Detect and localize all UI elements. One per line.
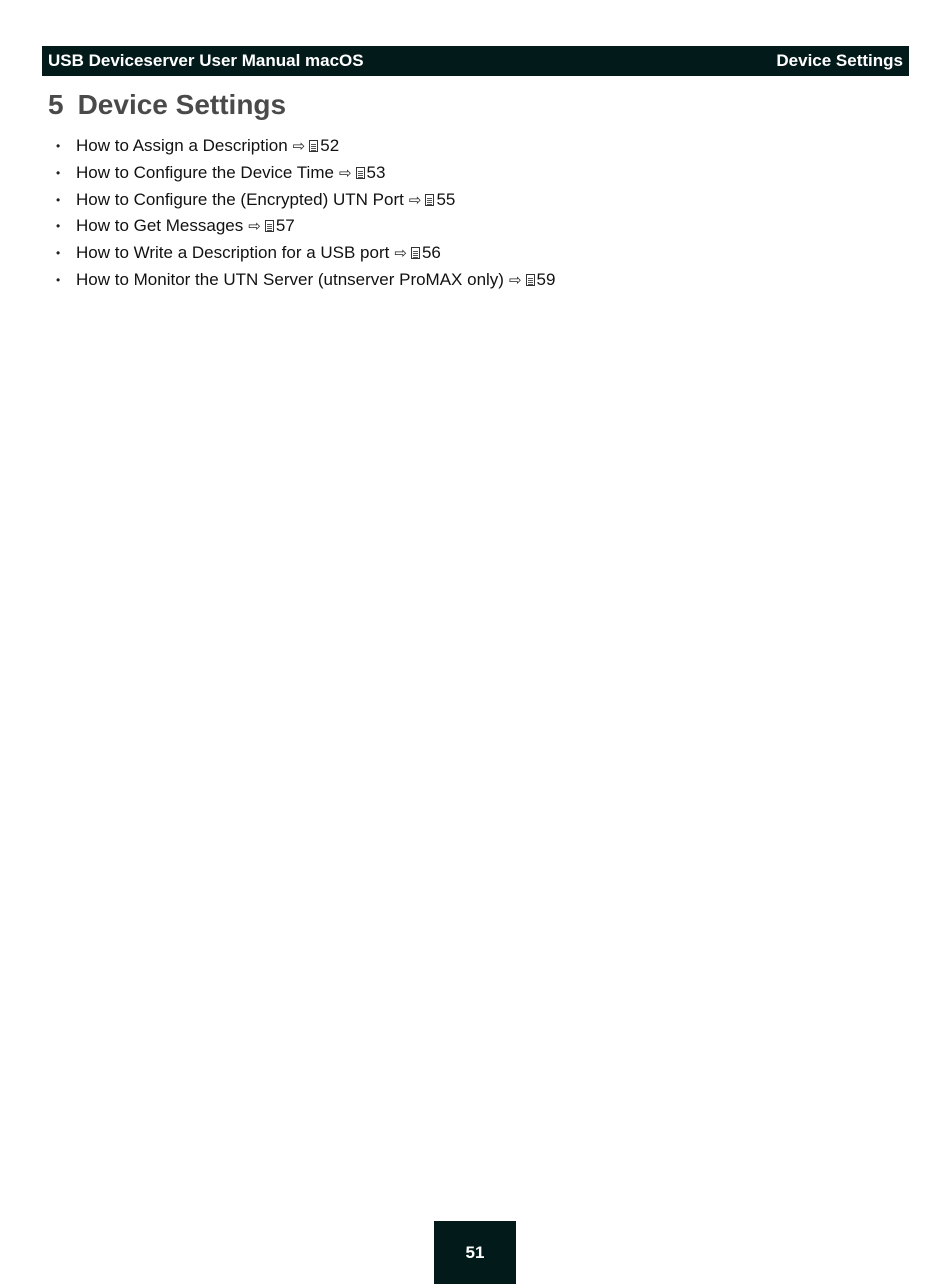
toc-page-ref[interactable]: 57 — [275, 216, 295, 236]
document-icon — [265, 220, 274, 232]
bullet-icon: • — [56, 139, 61, 153]
chapter-heading — [48, 86, 286, 124]
arrow-right-outline-icon: ⇨ — [394, 245, 407, 263]
running-header — [42, 46, 909, 76]
toc-page-ref[interactable]: 52 — [320, 136, 340, 155]
toc-item-label[interactable]: How to Get Messages — [76, 216, 244, 236]
toc-item-label[interactable]: How to Write a Description for a USB port — [76, 243, 390, 263]
toc-item-label[interactable]: How to Monitor the UTN Server (utnserver ProMAX only) — [76, 269, 504, 289]
page-number-label: 51 — [465, 1242, 485, 1262]
toc-item-configure-utn-port[interactable] — [48, 187, 555, 214]
toc-page-ref[interactable]: 56 — [421, 243, 441, 263]
toc-item-label[interactable]: How to Assign a Description — [76, 136, 288, 155]
bullet-icon: • — [56, 246, 61, 261]
toc-page-ref[interactable]: 55 — [436, 189, 456, 209]
toc-item-write-usb-port-description[interactable] — [48, 240, 555, 267]
document-icon — [526, 274, 535, 286]
manual-title: USB Deviceserver User Manual macOS — [48, 51, 364, 70]
toc-page-ref[interactable]: 59 — [536, 269, 556, 289]
arrow-right-outline-icon: ⇨ — [292, 138, 306, 155]
document-icon — [411, 247, 420, 259]
arrow-right-outline-icon: ⇨ — [248, 218, 261, 236]
toc-item-label[interactable]: How to Configure the (Encrypted) UTN Port — [76, 189, 404, 209]
toc-item-assign-description[interactable] — [48, 133, 555, 160]
document-icon — [309, 140, 318, 152]
toc-item-monitor-utn-server[interactable] — [48, 267, 555, 294]
arrow-right-outline-icon: ⇨ — [508, 271, 522, 289]
document-icon — [425, 194, 434, 206]
arrow-right-outline-icon: ⇨ — [408, 191, 422, 209]
toc-item-label[interactable]: How to Configure the Device Time — [76, 162, 334, 182]
toc-page-ref[interactable]: 53 — [366, 162, 386, 182]
toc-item-configure-device-time[interactable] — [48, 160, 555, 187]
chapter-number: 5 — [48, 89, 64, 120]
page-number — [434, 1221, 516, 1284]
section-title: Device Settings — [776, 51, 903, 70]
bullet-icon: • — [56, 272, 61, 287]
chapter-toc-list — [48, 133, 555, 294]
document-icon — [356, 167, 365, 179]
chapter-title: Device Settings — [77, 89, 287, 120]
bullet-icon: • — [56, 219, 61, 234]
toc-item-get-messages[interactable] — [48, 213, 555, 240]
bullet-icon: • — [56, 192, 61, 207]
bullet-icon: • — [56, 165, 61, 180]
arrow-right-outline-icon: ⇨ — [338, 164, 352, 182]
